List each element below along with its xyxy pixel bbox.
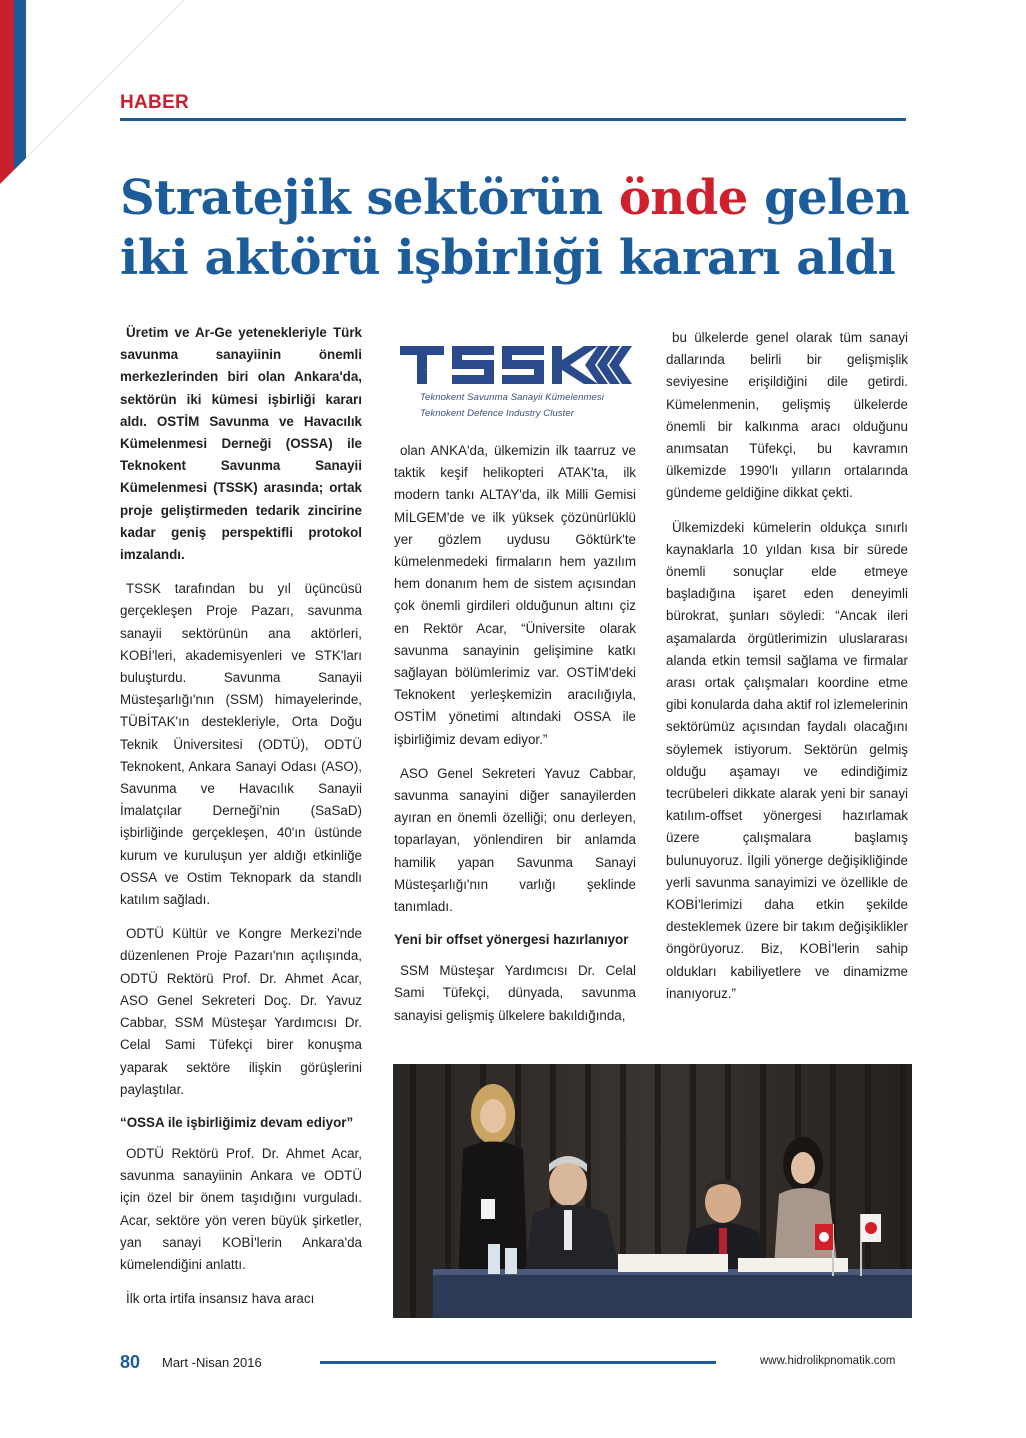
tssk-wordmark-icon — [398, 342, 634, 392]
headline-part2: gelen iki aktörü işbirliği kararı aldı — [120, 170, 910, 286]
section-label: HABER — [120, 92, 190, 113]
body-paragraph: ODTÜ Rektörü Prof. Dr. Ahmet Acar, savunma sanayiinin Ankara ve ODTÜ için özel bir önem taşıdığını vurguladı. Acar, sektöre yön veren büyük şirketler, yan sanayi KOBİ'lerin Ankara'da kümelendiğini anlattı. — [120, 1145, 362, 1272]
footer-rule — [320, 1361, 716, 1364]
lead-paragraph: Üretim ve Ar-Ge yetenekleriyle Türk savunma sanayiinin önemli merkezlerinden biri olan Ankara'da, sektörün iki kümesi işbirliği kararı aldı. OSTİM Savunma ve Havacılık Kümelenmesi Derneği (OSSA) ile Teknokent Savunma Sanayii Kümelenmesi (TSSK) arasında; ortak proje geliştirmeden tedarik zincirine kadar geniş perspektifli protokol imzalandı. — [120, 325, 362, 563]
subheading: Yeni bir offset yönergesi hazırlanıyor — [394, 932, 629, 948]
body-paragraph: İlk orta irtifa insansız hava aracı — [126, 1291, 315, 1307]
tssk-wordmark-text: TSSK — [425, 370, 428, 371]
body-paragraph: SSM Müsteşar Yardımcısı Dr. Celal Sami Tüfekçi, dünyada, savunma sanayisi gelişmiş ülkelere bakıldığında, — [394, 963, 636, 1023]
body-paragraph: olan ANKA'da, ülkemizin ilk taarruz ve taktik keşif helikopteri ATAK'ta, ilk modern tankı ALTAY'da, ilk Milli Gemisi MİLGEM'de ve ilk yüksek çözünürlüklü yer gözlem uydusu Göktürk'te kümelenmedeki firmaların hem yazılım hem donanım hem de sistem açısından çok önemli girdileri olduğunun altını çiz en Rektör Acar, “Üniversite olarak savunma sanayinin gelişimine katkı sağlayan bölümlerimiz var. OSTİM'deki Teknokent yerleşkemizin aracılığıyla, OSTİM yönetimi altındaki OSSA ile işbirliğimiz devam ediyor.” — [394, 443, 636, 747]
tssk-logo — [394, 338, 638, 430]
signing-ceremony-photo — [393, 1064, 912, 1318]
headline-part1: Stratejik sektörün — [120, 170, 603, 226]
footer-url: www.hidrolikpnomatik.com — [760, 1355, 896, 1367]
article-headline — [120, 168, 980, 288]
logo-caption-en: Teknokent Defence Industry Cluster — [420, 408, 575, 419]
headline-accent: önde — [618, 170, 748, 226]
body-paragraph: TSSK tarafından bu yıl üçüncüsü gerçekleşen Proje Pazarı, savunma sanayii sektörünün ana aktörleri, KOBİ'leri, akademisyenleri ve STK'ları buluşturdu. Savunma Sanayii Müsteşarlığı'nın (SSM) himayelerinde, TÜBİTAK'ın destekleriyle, Orta Doğu Teknik Üniversitesi (ODTÜ), ODTÜ Teknokent, Ankara Sanayi Odası (ASO), Savunma ve Havacılık Sanayii İmalatçılar Derneği'nin (SaSaD) işbirliğinde gerçekleşen, 40'ın üstünde kurum ve kuruluşun yer aldığı etkinliğe OSSA ve Ostim Teknopark da standlı katılım sağladı. — [120, 581, 362, 908]
section-rule — [120, 118, 906, 121]
body-paragraph: bu ülkelerde genel olarak tüm sanayi dallarında belirli bir gelişmişlik seviyesine erişildiğini dile getirdi. Kümelenmenin, gelişmiş ülkelerde önemli bir kalkınma aracı olduğunu anımsatan Tüfekçi, bu kavramın ülkemizde 1990'lı yılların ortalarında gündeme geldiğine dikkat çekti. — [666, 330, 908, 501]
body-paragraph: ODTÜ Kültür ve Kongre Merkezi'nde düzenlenen Proje Pazarı'nın açılışında, ODTÜ Rektörü Prof. Dr. Ahmet Acar, ASO Genel Sekreteri Doç. Dr. Yavuz Cabbar, SSM Müsteşar Yardımcısı Dr. Celal Sami Tüfekçi birer konuşma yaparak sektöre ilişkin görüşlerini paylaştılar. — [120, 926, 362, 1097]
page-number: 80 — [120, 1352, 141, 1372]
body-paragraph: ASO Genel Sekreteri Yavuz Cabbar, savunma sanayini diğer sanayilerden ayıran en önemli özelliği; onu derleyen, toparlayan, yönlendiren bir anlamda hamilik yapan Savunma Sanayi Müsteşarlığı'nın varlığı şeklinde tanımladı. — [394, 765, 636, 915]
logo-caption-tr: Teknokent Savunma Sanayii Kümelenmesi — [420, 392, 604, 403]
body-paragraph: Ülkemizdeki kümelerin oldukça sınırlı kaynaklarla 10 yıldan kısa bir sürede önemli sonuçlar elde etmeye başladığına işaret eden deneyimli bürokrat, şunları söyledi: “Ancak ileri aşamalarda örgütlerimizin uluslararası alanda etkin temsil sağlama ve firmalar arası ortak çalışmaları koordine etme gibi konularda daha aktif rol izlemelerinin sektörümüz açısından faydalı olacağını söylemek istiyorum. Sektörün gelmiş olduğu aşamayı ve edindiğimiz tecrübeleri dikkate alarak yeni bir sanayi katılım-offset yönergesi hazırlamak üzere çalışmalara başlamış bulunuyoruz. İlgili yönerge değişikliğinde yerli savunma sanayimizi ve özellikle de KOBİ'lerimizi daha etkin şekilde desteklemek üzere bir takım değişiklikler öngörüyoruz. Biz, KOBİ'lerin sahip oldukları kabiliyetlere ve dinamizme inanıyoruz.” — [666, 519, 908, 1001]
article-column-3 — [666, 327, 908, 1017]
subheading: “OSSA ile işbirliğimiz devam ediyor” — [120, 1114, 354, 1130]
article-column-1 — [120, 322, 362, 1322]
article-column-2 — [394, 440, 636, 1039]
issue-date: Mart -Nisan 2016 — [162, 1355, 262, 1370]
